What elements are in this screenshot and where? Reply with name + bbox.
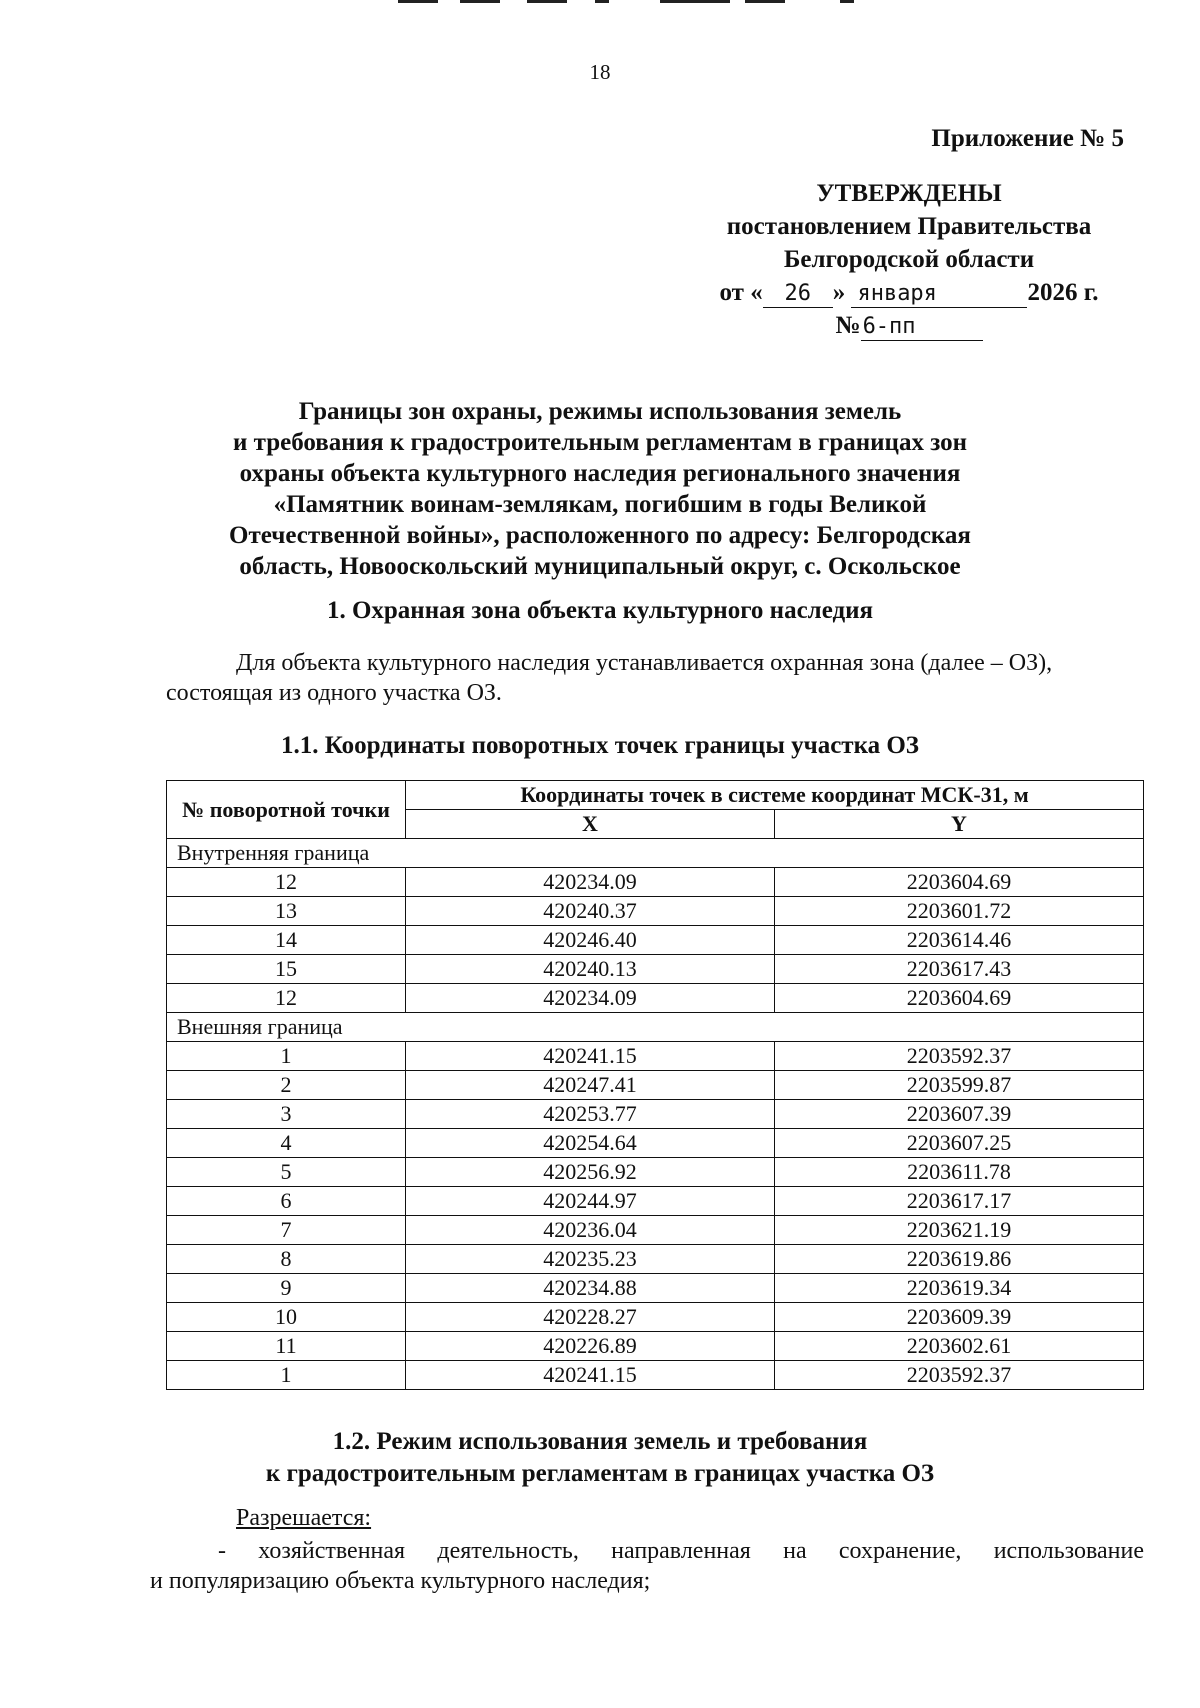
table-row — [167, 897, 1144, 926]
approval-line-2: Белгородской области — [783, 246, 1035, 273]
document-title — [150, 396, 1050, 582]
section-1-paragraph — [166, 648, 1144, 708]
table-row — [167, 1187, 1144, 1216]
point-number-cell: 1 — [167, 1361, 406, 1390]
table-row — [167, 1361, 1144, 1390]
point-number-cell: 9 — [167, 1274, 406, 1303]
y-coordinate-cell: 2203599.87 — [775, 1071, 1144, 1100]
y-coordinate-cell: 2203607.25 — [775, 1129, 1144, 1158]
group-label-outer: Внешняя граница — [167, 1013, 1144, 1042]
y-coordinate-cell: 2203617.43 — [775, 955, 1144, 984]
group-label-inner: Внутренняя граница — [167, 839, 1144, 868]
x-coordinate-cell: 420240.37 — [406, 897, 775, 926]
x-coordinate-cell: 420241.15 — [406, 1361, 775, 1390]
allowed-item — [150, 1536, 1144, 1596]
heading-line-2: к градостроительным регламентам в границах участка ОЗ — [265, 1460, 935, 1487]
paragraph-line-2: состоящая из одного участка ОЗ. — [166, 680, 502, 706]
date-year: 2026 г. — [1027, 279, 1099, 306]
y-coordinate-cell: 2203609.39 — [775, 1303, 1144, 1332]
y-coordinate-cell: 2203621.19 — [775, 1216, 1144, 1245]
date-prefix: от « — [719, 279, 763, 306]
title-line: и требования к градостроительным регламентам в границах зон — [232, 429, 968, 456]
x-coordinate-cell: 420234.09 — [406, 984, 775, 1013]
point-number-cell: 1 — [167, 1042, 406, 1071]
table-row — [167, 1216, 1144, 1245]
y-coordinate-cell: 2203611.78 — [775, 1158, 1144, 1187]
header-coordinates: Координаты точек в системе координат МСК-31, м — [406, 781, 1144, 810]
scan-edge-marks — [0, 0, 1200, 10]
title-line: «Памятник воинам-землякам, погибшим в годы Великой — [273, 491, 927, 518]
approved-label: УТВЕРЖДЕНЫ — [816, 180, 1002, 207]
approval-line-1: постановлением Правительства — [726, 213, 1092, 240]
point-number-cell: 3 — [167, 1100, 406, 1129]
approval-block — [694, 122, 1124, 342]
paragraph-line-1: Для объекта культурного наследия устанавливается охранная зона (далее – ОЗ), — [236, 650, 1053, 676]
y-coordinate-cell: 2203604.69 — [775, 868, 1144, 897]
table-row — [167, 1042, 1144, 1071]
title-line: охраны объекта культурного наследия регионального значения — [239, 460, 961, 487]
table-row — [167, 955, 1144, 984]
point-number-cell: 8 — [167, 1245, 406, 1274]
point-number-cell: 2 — [167, 1071, 406, 1100]
y-coordinate-cell: 2203617.17 — [775, 1187, 1144, 1216]
table-row — [167, 984, 1144, 1013]
point-number-cell: 6 — [167, 1187, 406, 1216]
point-number-cell: 11 — [167, 1332, 406, 1361]
point-number-cell: 10 — [167, 1303, 406, 1332]
table-row — [167, 1303, 1144, 1332]
y-coordinate-cell: 2203614.46 — [775, 926, 1144, 955]
page-number: 18 — [589, 60, 611, 84]
y-coordinate-cell: 2203604.69 — [775, 984, 1144, 1013]
allowed-label: Разрешается: — [236, 1505, 372, 1531]
x-coordinate-cell: 420234.09 — [406, 868, 775, 897]
heading-line-1: 1.2. Режим использования земель и требования — [332, 1428, 868, 1455]
number-prefix: № — [835, 312, 861, 339]
table-row — [167, 1332, 1144, 1361]
table-row — [167, 1274, 1144, 1303]
x-coordinate-cell: 420240.13 — [406, 955, 775, 984]
title-line: Отечественной войны», расположенного по адресу: Белгородская — [229, 522, 971, 549]
item-line-2: и популяризацию объекта культурного наследия; — [150, 1568, 651, 1594]
y-coordinate-cell: 2203592.37 — [775, 1042, 1144, 1071]
table-row — [167, 1071, 1144, 1100]
y-coordinate-cell: 2203601.72 — [775, 897, 1144, 926]
x-coordinate-cell: 420244.97 — [406, 1187, 775, 1216]
number-value: 6-пп — [861, 314, 983, 341]
x-coordinate-cell: 420236.04 — [406, 1216, 775, 1245]
y-coordinate-cell: 2203619.86 — [775, 1245, 1144, 1274]
y-coordinate-cell: 2203602.61 — [775, 1332, 1144, 1361]
y-coordinate-cell: 2203592.37 — [775, 1361, 1144, 1390]
table-row — [167, 926, 1144, 955]
approval-date — [694, 276, 1124, 309]
x-coordinate-cell: 420254.64 — [406, 1129, 775, 1158]
x-coordinate-cell: 420235.23 — [406, 1245, 775, 1274]
y-coordinate-cell: 2203607.39 — [775, 1100, 1144, 1129]
date-mid: » — [832, 279, 846, 306]
point-number-cell: 13 — [167, 897, 406, 926]
header-point-number: № поворотной точки — [167, 781, 406, 839]
header-x: X — [406, 810, 775, 839]
x-coordinate-cell: 420228.27 — [406, 1303, 775, 1332]
point-number-cell: 4 — [167, 1129, 406, 1158]
title-line: область, Новооскольский муниципальный округ, с. Оскольское — [239, 553, 961, 580]
section-1-2-heading — [150, 1426, 1050, 1490]
x-coordinate-cell: 420253.77 — [406, 1100, 775, 1129]
approval-number — [694, 309, 1124, 342]
point-number-cell: 12 — [167, 984, 406, 1013]
coordinates-table — [166, 780, 1144, 1390]
point-number-cell: 12 — [167, 868, 406, 897]
x-coordinate-cell: 420241.15 — [406, 1042, 775, 1071]
x-coordinate-cell: 420226.89 — [406, 1332, 775, 1361]
section-1-heading: 1. Охранная зона объекта культурного наследия — [326, 597, 874, 624]
point-number-cell: 14 — [167, 926, 406, 955]
table-row — [167, 1245, 1144, 1274]
x-coordinate-cell: 420246.40 — [406, 926, 775, 955]
header-y: Y — [775, 810, 1144, 839]
x-coordinate-cell: 420234.88 — [406, 1274, 775, 1303]
table-row — [167, 1100, 1144, 1129]
title-line: Границы зон охраны, режимы использования земель — [298, 398, 902, 425]
annex-label: Приложение № 5 — [931, 125, 1124, 152]
table-row — [167, 1129, 1144, 1158]
x-coordinate-cell: 420256.92 — [406, 1158, 775, 1187]
table-row — [167, 868, 1144, 897]
point-number-cell: 7 — [167, 1216, 406, 1245]
point-number-cell: 5 — [167, 1158, 406, 1187]
date-month: января — [851, 281, 1027, 308]
item-line-1: - хозяйственная деятельность, направленная на сохранение, использование — [218, 1538, 1144, 1564]
x-coordinate-cell: 420247.41 — [406, 1071, 775, 1100]
y-coordinate-cell: 2203619.34 — [775, 1274, 1144, 1303]
point-number-cell: 15 — [167, 955, 406, 984]
date-day: 26 — [763, 281, 833, 308]
section-1-1-heading: 1.1. Координаты поворотных точек границы участка ОЗ — [281, 732, 919, 759]
table-row — [167, 1158, 1144, 1187]
